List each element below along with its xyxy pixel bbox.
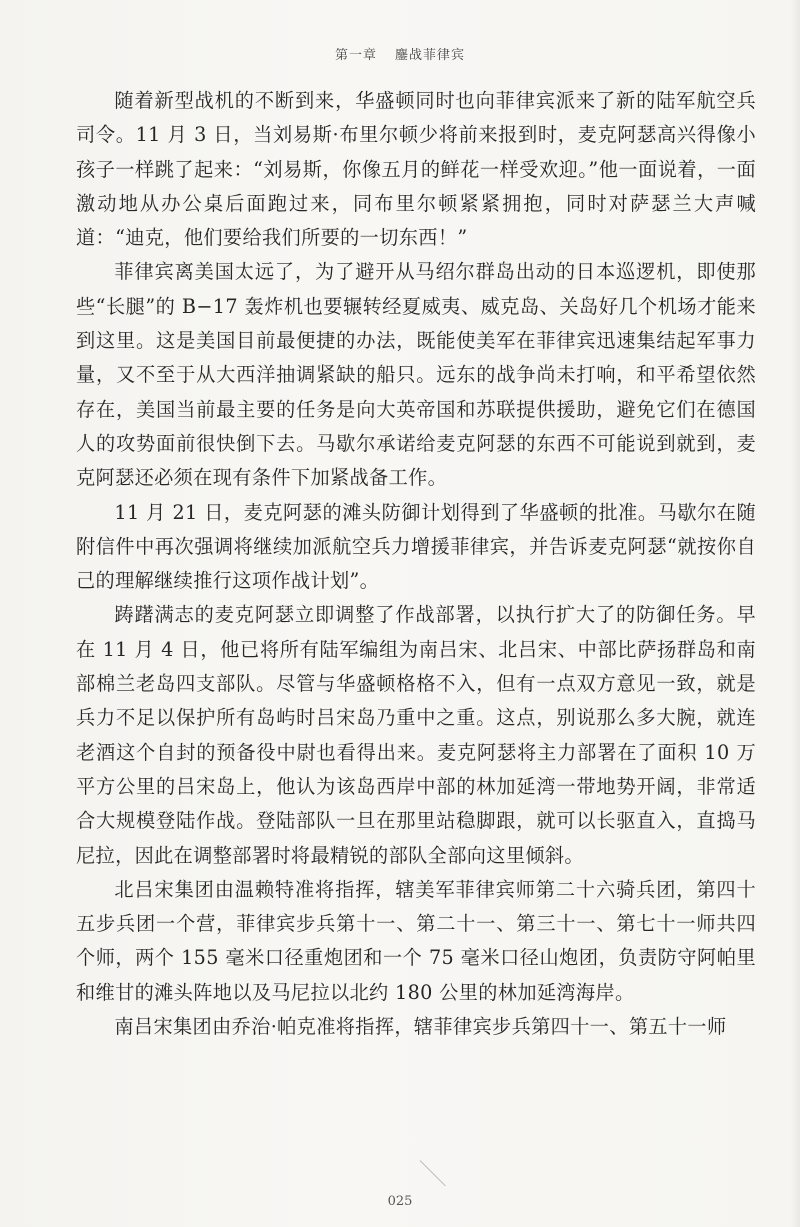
paragraph: 随着新型战机的不断到来，华盛顿同时也向菲律宾派来了新的陆军航空兵司令。11 月 3 日，当刘易斯·布里尔顿少将前来报到时，麦克阿瑟高兴得像小孩子一样跳了起来：“刘易斯，你像五月的鲜花一样受欢迎。”他一面说着，一面激动地从办公桌后面跑过来，同布里尔顿紧紧拥抱，同时对萨瑟兰大声喊道：“迪克，他们要给我们所要的一切东西！” [76, 89, 756, 250]
paragraph: 踌躇满志的麦克阿瑟立即调整了作战部署，以执行扩大了的防御任务。早在 11 月 4 日，他已将所有陆军编组为南吕宋、北吕宋、中部比萨扬群岛和南部棉兰老岛四支部队。尽管与华盛顿格格不入，但有一点双方意见一致，就是兵力不足以保护所有岛屿时吕宋岛乃重中之重。这点，别说那么多大腕，就连老酒这个自封的预备役中尉也看得出来。麦克阿瑟将主力部署在了面积 10 万平方公里的吕宋岛上，他认为该岛西岸中部的林加延湾一带地势开阔，非常适合大规模登陆作战。登陆部队一旦在那里站稳脚跟，就可以长驱直入，直捣马尼拉，因此在调整部署时将最精锐的部队全部向这里倾斜。 [76, 603, 756, 867]
paragraph: 菲律宾离美国太远了，为了避开从马绍尔群岛出动的日本巡逻机，即使那些“长腿”的 B−17 轰炸机也要辗转经夏威夷、威克岛、关岛好几个机场才能来到这里。这是美国目前最便捷的办法，既能使美军在菲律宾迅速集结起军事力量，又不至于从大西洋抽调紧缺的船只。远东的战争尚未打响，和平希望依然存在，美国当前最主要的任务是向大英帝国和苏联提供援助，避免它们在德国人的攻势面前很快倒下去。马歇尔承诺给麦克阿瑟的东西不可能说到就到，麦克阿瑟还必须在现有条件下加紧战备工作。 [76, 260, 756, 490]
page-number: 025 [387, 1194, 413, 1209]
chapter-title: 鏖战菲律宾 [395, 48, 466, 63]
paragraph: 11 月 21 日，麦克阿瑟的滩头防御计划得到了华盛顿的批准。马歇尔在随附信件中再次强调将继续加派航空兵力增援菲律宾，并告诉麦克阿瑟“就按你自己的理解继续推行这项作战计划”。 [76, 500, 756, 593]
paragraph: 南吕宋集团由乔治·帕克准将指挥，辖菲律宾步兵第四十一、第五十一师 [114, 1015, 727, 1039]
paragraph: 北吕宋集团由温赖特准将指挥，辖美军菲律宾师第二十六骑兵团，第四十五步兵团一个营，菲律宾步兵第十一、第二十一、第三十一、第七十一师共四个师，两个 155 毫米口径重炮团和一个 75 毫米口径山炮团，负责防守阿帕里和维甘的滩头阵地以及马尼拉以北约 180 公里的林加延湾海岸。 [76, 877, 756, 1004]
page-fold-mark [420, 1160, 446, 1186]
page-edge-shadow [790, 0, 800, 1227]
running-head [0, 44, 800, 63]
body-text [76, 84, 756, 1044]
chapter-number: 第一章 [334, 48, 377, 63]
